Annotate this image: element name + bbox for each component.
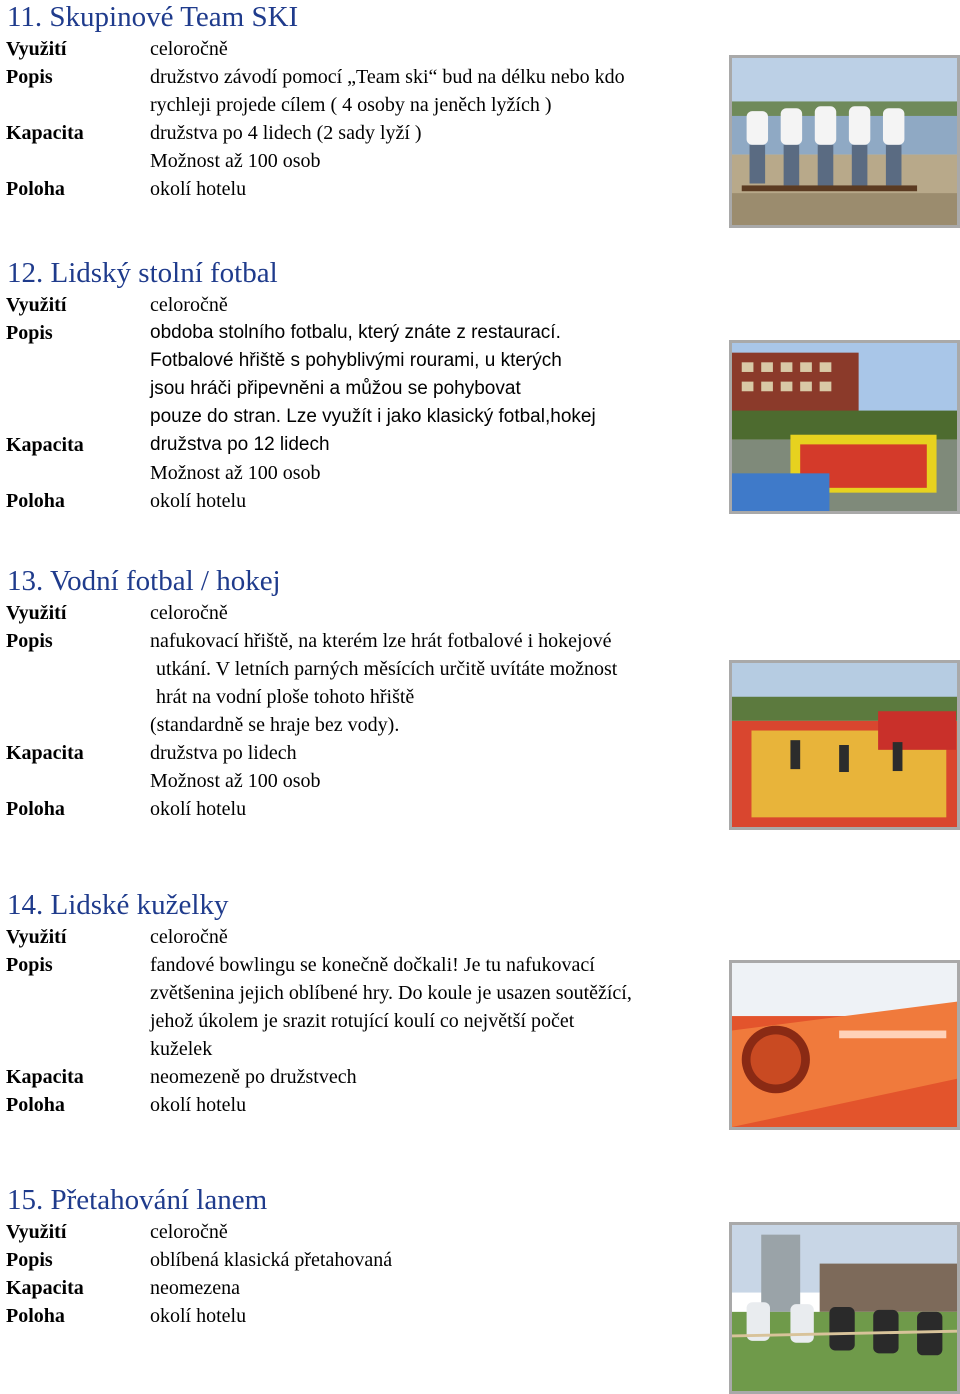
value-popis-line: Fotbalové hřiště s pohyblivými rourami, u kterých bbox=[150, 350, 562, 371]
section-title: 12. Lidský stolní fotbal bbox=[7, 257, 278, 289]
value-vyuziti: celoročně bbox=[150, 294, 228, 316]
value-kapacita-line: neomezeně po družstvech bbox=[150, 1066, 357, 1088]
label-kapacita: Kapacita bbox=[6, 1066, 84, 1088]
label-poloha: Poloha bbox=[6, 178, 65, 200]
label-popis: Popis bbox=[6, 66, 53, 88]
value-kapacita-line: neomezena bbox=[150, 1277, 240, 1299]
section-title: 11. Skupinové Team SKI bbox=[7, 1, 299, 33]
value-popis-line: zvětšenina jejich oblíbené hry. Do koule je usazen soutěžící, bbox=[150, 982, 632, 1004]
label-vyuziti: Využití bbox=[6, 926, 67, 948]
value-poloha: okolí hotelu bbox=[150, 1305, 247, 1327]
value-popis-line: kuželek bbox=[150, 1038, 213, 1060]
label-kapacita: Kapacita bbox=[6, 122, 84, 144]
label-vyuziti: Využití bbox=[6, 294, 67, 316]
human-foosball-photo bbox=[729, 340, 960, 514]
label-kapacita: Kapacita bbox=[6, 434, 84, 456]
value-vyuziti: celoročně bbox=[150, 38, 228, 60]
value-poloha: okolí hotelu bbox=[150, 178, 247, 200]
section-title: 14. Lidské kuželky bbox=[7, 889, 229, 921]
value-vyuziti: celoročně bbox=[150, 1221, 228, 1243]
value-popis-line: (standardně se hraje bez vody). bbox=[150, 714, 400, 736]
value-popis-line: obdoba stolního fotbalu, který znáte z restaurací. bbox=[150, 322, 561, 343]
value-kapacita-line: družstva po lidech bbox=[150, 742, 297, 764]
human-bowling-photo bbox=[729, 960, 960, 1130]
value-popis-line: nafukovací hřiště, na kterém lze hrát fotbalové i hokejové bbox=[150, 630, 612, 652]
value-popis-line: rychleji projede cílem ( 4 osoby na jeněch lyžích ) bbox=[150, 94, 552, 116]
value-popis-line: fandové bowlingu se konečně dočkali! Je tu nafukovací bbox=[150, 954, 595, 976]
section-title: 13. Vodní fotbal / hokej bbox=[7, 565, 281, 597]
value-popis-line: jsou hráči připevněni a můžou se pohybovat bbox=[150, 378, 521, 399]
value-kapacita-line: Možnost až 100 osob bbox=[150, 770, 321, 792]
value-kapacita-line: Možnost až 100 osob bbox=[150, 462, 321, 484]
label-poloha: Poloha bbox=[6, 490, 65, 512]
value-vyuziti: celoročně bbox=[150, 602, 228, 624]
value-vyuziti: celoročně bbox=[150, 926, 228, 948]
value-kapacita-line: družstva po 4 lidech (2 sady lyží ) bbox=[150, 122, 422, 144]
label-poloha: Poloha bbox=[6, 1094, 65, 1116]
label-vyuziti: Využití bbox=[6, 38, 67, 60]
label-popis: Popis bbox=[6, 954, 53, 976]
value-popis-line: jehož úkolem je srazit rotující koulí co největší počet bbox=[150, 1010, 575, 1032]
value-popis-line: oblíbená klasická přetahovaná bbox=[150, 1249, 393, 1271]
label-poloha: Poloha bbox=[6, 1305, 65, 1327]
value-popis-line: družstvo závodí pomocí „Team ski“ bud na délku nebo kdo bbox=[150, 66, 625, 88]
value-popis-line: utkání. V letních parných měsících určitě uvítáte možnost bbox=[156, 658, 618, 680]
value-poloha: okolí hotelu bbox=[150, 490, 247, 512]
tug-of-war-photo bbox=[729, 1222, 960, 1394]
value-popis-line: pouze do stran. Lze využít i jako klasický fotbal,hokej bbox=[150, 406, 596, 427]
label-popis: Popis bbox=[6, 1249, 53, 1271]
water-football-photo bbox=[729, 660, 960, 830]
label-popis: Popis bbox=[6, 630, 53, 652]
value-kapacita-line: Možnost až 100 osob bbox=[150, 150, 321, 172]
label-poloha: Poloha bbox=[6, 798, 65, 820]
value-popis-line: hrát na vodní ploše tohoto hřiště bbox=[156, 686, 415, 708]
label-kapacita: Kapacita bbox=[6, 1277, 84, 1299]
label-vyuziti: Využití bbox=[6, 1221, 67, 1243]
section-title: 15. Přetahování lanem bbox=[7, 1184, 268, 1216]
label-kapacita: Kapacita bbox=[6, 742, 84, 764]
value-poloha: okolí hotelu bbox=[150, 798, 247, 820]
value-poloha: okolí hotelu bbox=[150, 1094, 247, 1116]
team-ski-photo bbox=[729, 55, 960, 228]
label-vyuziti: Využití bbox=[6, 602, 67, 624]
value-kapacita-line: družstva po 12 lidech bbox=[150, 434, 330, 455]
label-popis: Popis bbox=[6, 322, 53, 344]
